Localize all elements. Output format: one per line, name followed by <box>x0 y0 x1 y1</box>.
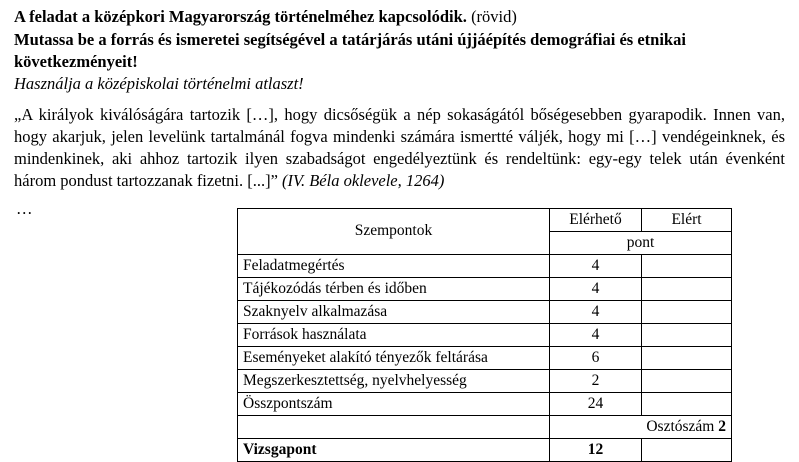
table-header-row <box>238 209 732 232</box>
table-row <box>238 324 732 347</box>
header-max: Elérhető <box>550 209 642 232</box>
table-row <box>238 301 732 324</box>
ellipsis-marker: … <box>16 198 33 218</box>
divisor-label: Osztószám <box>646 417 715 435</box>
task-note: Használja a középiskolai történelmi atlaszt! <box>14 74 304 94</box>
header-aspects: Szempontok <box>238 209 550 255</box>
row-achieved[interactable] <box>642 347 732 370</box>
row-aspect: Összpontszám <box>238 393 550 416</box>
divisor-empty-cell <box>238 416 550 439</box>
row-achieved[interactable] <box>642 393 732 416</box>
scoring-table <box>237 208 732 462</box>
task-header-normal: (rövid) <box>471 7 517 26</box>
source-quote-text: „A királyok kiválóságára tartozik […], hogy dicsőségük a nép sokaságától bőségesebben gyarapodik. Innen van, hogy akarjuk, jelen levelünk tartalmánál fogva mindenki számára ismertté váljék, hogy mi […] vendégeinknek, és mindenkinek, aki ahhoz tartozik ilyen szabadságot engedélyeztünk és rendeltünk: egy-egy telek után évenként három pondust tartozzanak fizetni. [...]” <box>14 105 785 190</box>
row-max: 4 <box>550 324 642 347</box>
header-achieved: Elért <box>642 209 732 232</box>
row-max: 6 <box>550 347 642 370</box>
table-row <box>238 347 732 370</box>
row-aspect: Tájékozódás térben és időben <box>238 278 550 301</box>
row-aspect: Szaknyelv alkalmazása <box>238 301 550 324</box>
divisor-value: 2 <box>718 417 726 435</box>
task-header-bold: A feladat a középkori Magyarország történelméhez kapcsolódik. <box>14 7 467 26</box>
row-aspect: Megszerkesztettség, nyelvhelyesség <box>238 370 550 393</box>
row-achieved[interactable] <box>642 370 732 393</box>
row-aspect: Források használata <box>238 324 550 347</box>
table-row <box>238 278 732 301</box>
row-max: 24 <box>550 393 642 416</box>
row-aspect: Eseményeket alakító tényezők feltárása <box>238 347 550 370</box>
task-header <box>14 6 785 28</box>
final-label: Vizsgapont <box>238 439 550 462</box>
final-value: 12 <box>550 439 642 462</box>
row-achieved[interactable] <box>642 278 732 301</box>
scoring-table-container <box>237 208 726 462</box>
row-max: 2 <box>550 370 642 393</box>
row-achieved[interactable] <box>642 324 732 347</box>
row-max: 4 <box>550 301 642 324</box>
task-instruction: Mutassa be a forrás és ismeretei segítségével a tatárjárás utáni újjáépítés demográfiai és etnikai következményeit! <box>14 29 686 71</box>
divisor-cell <box>550 416 732 439</box>
final-achieved[interactable] <box>642 439 732 462</box>
table-row <box>238 370 732 393</box>
source-reference: (IV. Béla oklevele, 1264) <box>282 170 445 190</box>
row-max: 4 <box>550 278 642 301</box>
row-aspect: Feladatmegértés <box>238 255 550 278</box>
row-achieved[interactable] <box>642 301 732 324</box>
row-achieved[interactable] <box>642 255 732 278</box>
header-unit-pont: pont <box>550 232 732 255</box>
row-max: 4 <box>550 255 642 278</box>
table-row-divisor <box>238 416 732 439</box>
table-row <box>238 255 732 278</box>
table-row-final <box>238 439 732 462</box>
table-row-total <box>238 393 732 416</box>
source-quote <box>14 104 785 192</box>
